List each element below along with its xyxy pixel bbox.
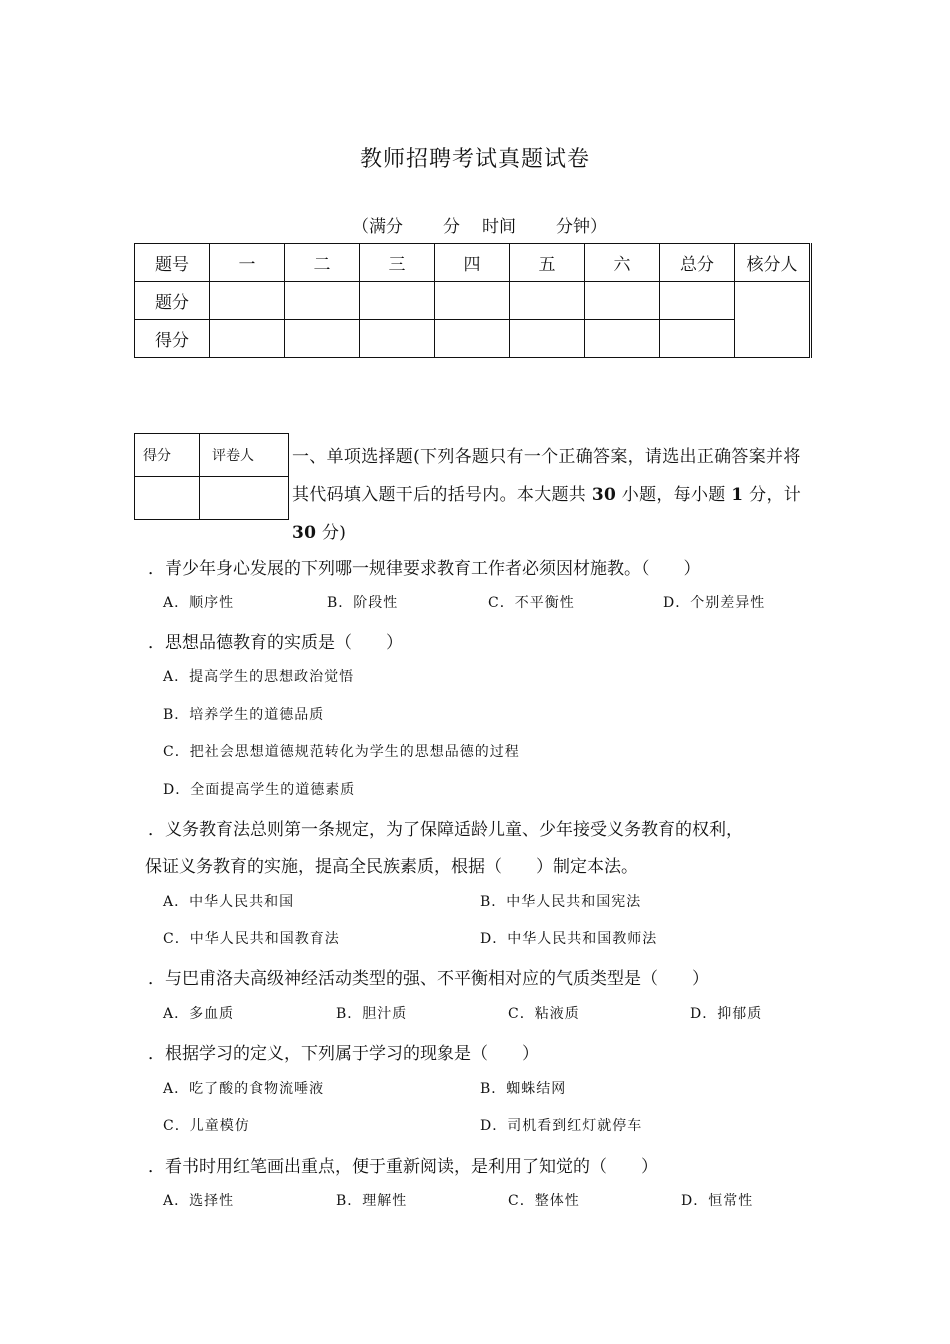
question-stem: ．与巴甫洛夫高级神经活动类型的强、不平衡相对应的气质类型是（ ） bbox=[148, 969, 709, 989]
option-d[interactable]: D．个别差异性 bbox=[663, 595, 766, 611]
option-d[interactable]: D．中华人民共和国教师法 bbox=[480, 931, 658, 947]
option-b[interactable]: B．培养学生的道德品质 bbox=[163, 707, 325, 723]
header-cell: 二 bbox=[285, 244, 360, 282]
option-d[interactable]: D．恒常性 bbox=[681, 1193, 754, 1209]
score-cell[interactable] bbox=[585, 320, 660, 358]
score-cell[interactable] bbox=[285, 282, 360, 320]
heading-text: 小题，每小题 bbox=[616, 485, 732, 505]
header-cell: 六 bbox=[585, 244, 660, 282]
score-cell[interactable] bbox=[210, 320, 285, 358]
option-b[interactable]: B．阶段性 bbox=[327, 595, 399, 611]
score-cell[interactable] bbox=[585, 282, 660, 320]
option-a[interactable]: A．顺序性 bbox=[163, 595, 235, 611]
score-cell[interactable] bbox=[660, 282, 735, 320]
option-b[interactable]: B．胆汁质 bbox=[336, 1006, 408, 1022]
question-stem: ．看书时用红笔画出重点，便于重新阅读，是利用了知觉的（ ） bbox=[148, 1157, 658, 1177]
option-a[interactable]: A．选择性 bbox=[163, 1193, 235, 1209]
score-cell[interactable] bbox=[660, 320, 735, 358]
header-cell: 一 bbox=[210, 244, 285, 282]
grader-score-cell[interactable] bbox=[135, 477, 200, 520]
grader-score-label: 得分 bbox=[135, 434, 200, 477]
points-total: 30 bbox=[292, 523, 317, 543]
score-table-row bbox=[135, 320, 811, 358]
option-c[interactable]: C．把社会思想道德规范转化为学生的思想品德的过程 bbox=[163, 744, 520, 760]
header-cell: 三 bbox=[360, 244, 435, 282]
question-stem: ．义务教育法总则第一条规定，为了保障适龄儿童、少年接受义务教育的权利， bbox=[148, 820, 743, 840]
checker-cell[interactable] bbox=[735, 282, 811, 358]
header-cell: 四 bbox=[435, 244, 510, 282]
score-table-row bbox=[135, 282, 811, 320]
question-stem: ．思想品德教育的实质是（ ） bbox=[148, 633, 403, 653]
heading-text: 一、单项选择题(下列各题只有一个正确答案，请选出正确答案并将其代码填入题干后的括号内。本大题共 bbox=[292, 447, 801, 505]
row-label: 题分 bbox=[135, 282, 210, 320]
grader-reviewer-label: 评卷人 bbox=[200, 434, 289, 477]
option-a[interactable]: A．中华人民共和国 bbox=[163, 894, 295, 910]
question-stem: ．根据学习的定义，下列属于学习的现象是（ ） bbox=[148, 1044, 539, 1064]
score-cell[interactable] bbox=[510, 282, 585, 320]
score-cell[interactable] bbox=[510, 320, 585, 358]
full-score-label: （满分 bbox=[352, 217, 403, 237]
question-count: 30 bbox=[591, 485, 617, 505]
score-table bbox=[134, 243, 812, 358]
grader-reviewer-cell[interactable] bbox=[200, 477, 289, 520]
grader-table bbox=[134, 433, 289, 520]
option-b[interactable]: B．中华人民共和国宪法 bbox=[480, 894, 642, 910]
option-c[interactable]: C．粘液质 bbox=[508, 1006, 580, 1022]
score-table-header-row bbox=[135, 244, 811, 282]
score-cell[interactable] bbox=[210, 282, 285, 320]
points-each: 1 bbox=[731, 485, 744, 505]
section-heading bbox=[292, 438, 817, 552]
row-label: 得分 bbox=[135, 320, 210, 358]
page-title: 教师招聘考试真题试卷 bbox=[359, 147, 590, 172]
exam-meta bbox=[352, 212, 607, 237]
option-b[interactable]: B．蜘蛛结网 bbox=[480, 1081, 567, 1097]
heading-text: 分，计 bbox=[743, 485, 802, 505]
option-b[interactable]: B．理解性 bbox=[336, 1193, 408, 1209]
header-cell: 核分人 bbox=[735, 244, 811, 282]
option-d[interactable]: D．抑郁质 bbox=[690, 1006, 763, 1022]
option-c[interactable]: C．中华人民共和国教育法 bbox=[163, 931, 340, 947]
score-cell[interactable] bbox=[360, 282, 435, 320]
question-stem-continued: 保证义务教育的实施，提高全民族素质，根据（ ）制定本法。 bbox=[145, 857, 638, 877]
score-cell[interactable] bbox=[285, 320, 360, 358]
option-c[interactable]: C．儿童模仿 bbox=[163, 1118, 250, 1134]
time-label: 时间 bbox=[482, 217, 516, 237]
fen-label: 分 bbox=[443, 217, 460, 237]
option-d[interactable]: D．全面提高学生的道德素质 bbox=[163, 782, 356, 798]
score-cell[interactable] bbox=[435, 320, 510, 358]
minutes-label: 分钟） bbox=[556, 217, 607, 237]
option-c[interactable]: C．整体性 bbox=[508, 1193, 580, 1209]
option-a[interactable]: A．提高学生的思想政治觉悟 bbox=[163, 669, 355, 685]
option-a[interactable]: A．吃了酸的食物流唾液 bbox=[163, 1081, 325, 1097]
header-cell: 题号 bbox=[135, 244, 210, 282]
heading-text: 分) bbox=[316, 523, 347, 543]
question-stem: ．青少年身心发展的下列哪一规律要求教育工作者必须因材施教。（ ） bbox=[148, 559, 701, 579]
header-cell: 总分 bbox=[660, 244, 735, 282]
option-a[interactable]: A．多血质 bbox=[163, 1006, 235, 1022]
header-cell: 五 bbox=[510, 244, 585, 282]
score-cell[interactable] bbox=[360, 320, 435, 358]
option-d[interactable]: D．司机看到红灯就停车 bbox=[480, 1118, 643, 1134]
option-c[interactable]: C．不平衡性 bbox=[488, 595, 575, 611]
score-cell[interactable] bbox=[435, 282, 510, 320]
